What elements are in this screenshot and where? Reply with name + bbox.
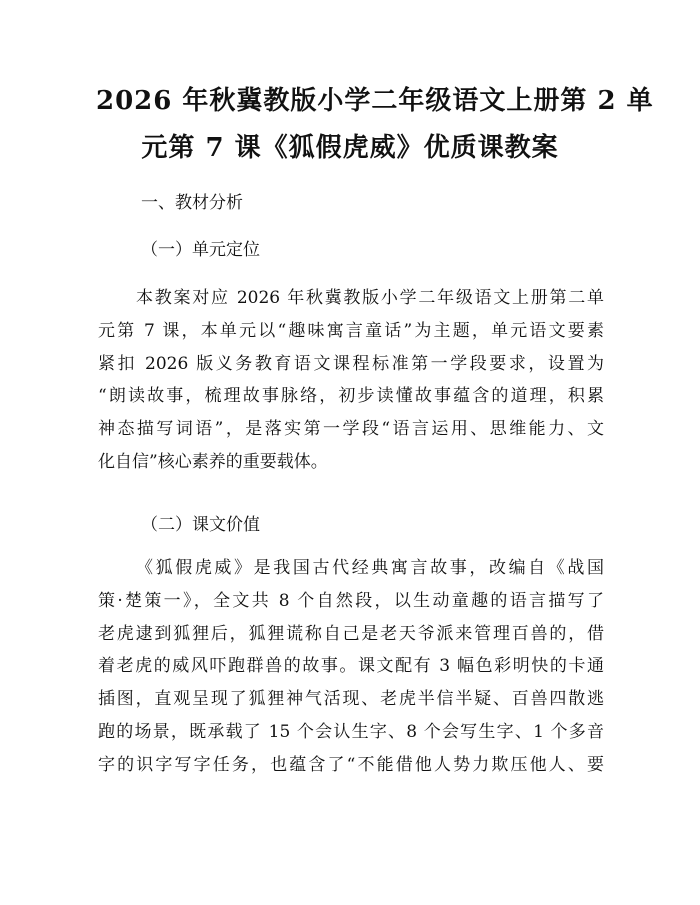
paragraph-line: 本教案对应 2026 年秋冀教版小学二年级语文上册第二单 (136, 288, 604, 308)
subsection-heading-unit-position: （一）单元定位 (141, 240, 260, 260)
subsection-heading-text-value: （二）课文价值 (141, 515, 260, 535)
section-heading-textbook-analysis: 一、教材分析 (141, 193, 243, 213)
document-title-line-1: 2026 年秋冀教版小学二年级语文上册第 2 单 (96, 86, 654, 116)
paragraph-line: 策·楚策一》，全文共 8 个自然段，以生动童趣的语言描写了 (98, 590, 604, 611)
paragraph-line: 跑的场景，既承载了 15 个会认生字、8 个会写生字、1 个多音 (98, 721, 604, 742)
paragraph-line: 《狐假虎威》是我国古代经典寓言故事，改编自《战国 (136, 558, 604, 578)
paragraph-line: 紧扣 2026 版义务教育语文课程标准第一学段要求，设置为 (98, 353, 604, 374)
paragraph-line: 元第 7 课，本单元以“趣味寓言童话”为主题，单元语文要素 (98, 320, 604, 341)
paragraph-unit-position (98, 287, 604, 484)
paragraph-line: 神态描写词语”，是落实第一学段“语言运用、思维能力、文 (98, 419, 604, 440)
paragraph-text-value (98, 557, 604, 787)
paragraph-line: 着老虎的威风吓跑群兽的故事。课文配有 3 幅色彩明快的卡通 (98, 656, 604, 677)
paragraph-line: 化自信”核心素养的重要载体。 (98, 451, 328, 472)
paragraph-line: 插图，直观呈现了狐狸神气活现、老虎半信半疑、百兽四散逃 (98, 689, 604, 710)
paragraph-line: “朗读故事，梳理故事脉络，初步读懂故事蕴含的道理，积累 (98, 386, 604, 407)
document-title-line-2: 元第 7 课《狐假虎威》优质课教案 (141, 133, 559, 163)
paragraph-line: 老虎逮到狐狸后，狐狸谎称自己是老天爷派来管理百兽的，借 (98, 623, 604, 644)
paragraph-line: 字的识字写字任务，也蕴含了“不能借他人势力欺压他人、要 (98, 754, 604, 775)
